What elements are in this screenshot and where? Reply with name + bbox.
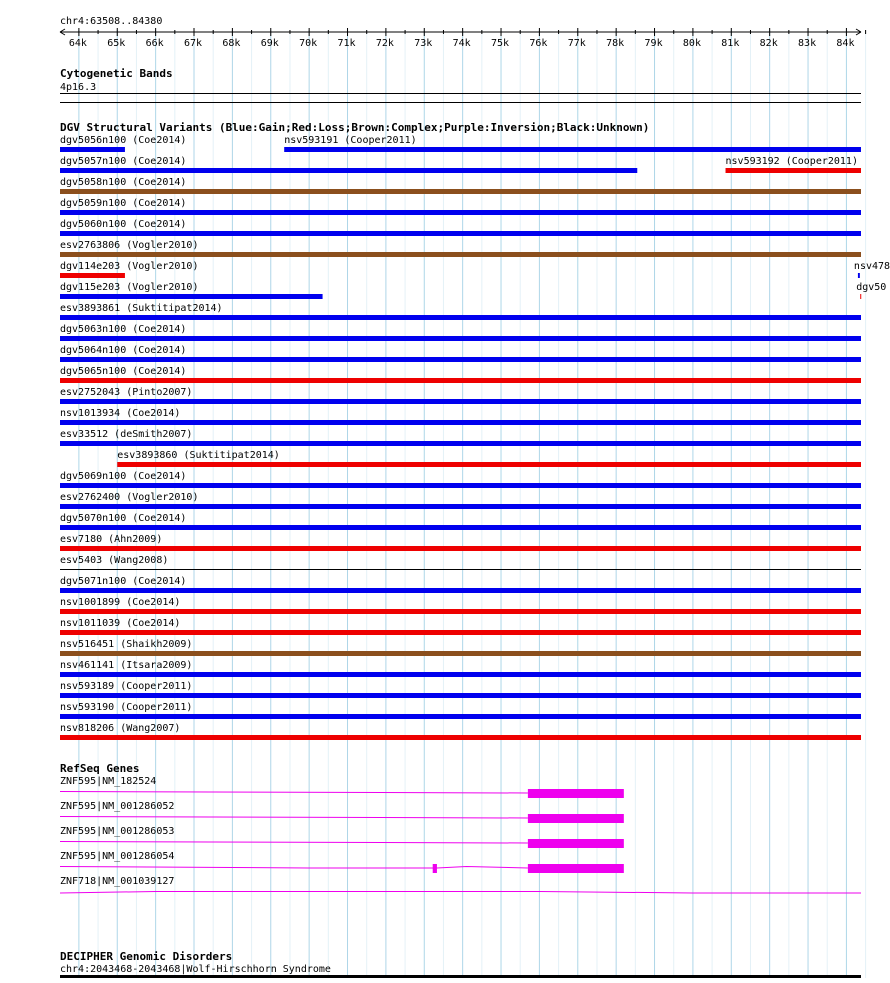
dgv-feature-label: nsv593191 (Cooper2011) [284, 135, 417, 146]
gene-exon [528, 814, 624, 823]
dgv-feature-bar [858, 273, 860, 278]
ruler-tick-label: 70k [299, 38, 318, 49]
gene-exon [528, 864, 624, 873]
ruler-tick-label: 64k [68, 38, 87, 49]
dgv-feature-label: nsv593189 (Cooper2011) [60, 681, 193, 692]
dgv-feature-bar [60, 210, 861, 215]
dgv-feature-bar [60, 735, 861, 740]
dgv-feature-label: dgv5057n100 (Coe2014) [60, 156, 187, 167]
dgv-feature-bar [60, 231, 861, 236]
gene-exon [528, 789, 624, 798]
dgv-feature-bar [60, 588, 861, 593]
dgv-feature-bar [60, 273, 125, 278]
ruler-tick-label: 65k [107, 38, 126, 49]
dgv-feature-bar [60, 693, 861, 698]
dgv-feature-label: dgv5071n100 (Coe2014) [60, 576, 187, 587]
dgv-feature-bar [60, 399, 861, 404]
dgv-feature-bar [60, 189, 861, 194]
dgv-feature-bar [60, 525, 861, 530]
dgv-feature-bar [117, 462, 861, 467]
ruler-tick-label: 68k [222, 38, 241, 49]
dgv-feature-bar [60, 441, 861, 446]
dgv-feature-bar [60, 672, 861, 677]
ruler-tick-label: 75k [491, 38, 510, 49]
dgv-feature-bar [60, 714, 861, 719]
ruler-tick-label: 80k [682, 38, 701, 49]
dgv-feature-label: dgv5058n100 (Coe2014) [60, 177, 187, 188]
gene-intron-line [60, 792, 528, 794]
ruler-tick-label: 76k [529, 38, 548, 49]
dgv-feature-label: dgv50 [856, 282, 887, 293]
dgv-feature-bar [284, 147, 861, 152]
dgv-feature-label: dgv5069n100 (Coe2014) [60, 471, 187, 482]
dgv-feature-bar [60, 609, 861, 614]
ruler-tick-label: 66k [145, 38, 164, 49]
dgv-feature-label: nsv593190 (Cooper2011) [60, 702, 193, 713]
ruler-tick-label: 84k [836, 38, 855, 49]
dgv-feature-label: nsv1011039 (Coe2014) [60, 618, 181, 629]
dgv-feature-bar [60, 651, 861, 656]
dgv-feature-bar [60, 252, 861, 257]
gene-label: ZNF595|NM_182524 [60, 776, 157, 787]
ruler-tick-label: 79k [644, 38, 663, 49]
dgv-feature-label: dgv114e203 (Vogler2010) [60, 261, 199, 272]
cytoband-line [60, 93, 861, 94]
dgv-feature-label: esv3893861 (Suktitipat2014) [60, 303, 223, 314]
gene-intron-line [60, 842, 528, 844]
dgv-feature-bar [60, 504, 861, 509]
dgv-feature-label: dgv5060n100 (Coe2014) [60, 219, 187, 230]
dgv-feature-label: nsv478 [853, 261, 890, 272]
ruler-tick-label: 67k [184, 38, 203, 49]
ruler-tick-label: 72k [375, 38, 394, 49]
region-label: chr4:63508..84380 [60, 16, 163, 27]
gene-label: ZNF718|NM_001039127 [60, 876, 175, 887]
ruler-tick-label: 74k [452, 38, 471, 49]
dgv-feature-label: esv2762400 (Vogler2010) [60, 492, 199, 503]
dgv-feature-label: nsv461141 (Itsara2009) [60, 660, 193, 671]
dgv-feature-label: esv7180 (Ahn2009) [60, 534, 163, 545]
dgv-feature-label: esv2763806 (Vogler2010) [60, 240, 199, 251]
dgv-feature-label: esv5403 (Wang2008) [60, 555, 169, 566]
cytoband-bottom-line [60, 102, 861, 103]
dgv-feature-bar [60, 357, 861, 362]
cytoband-track-title: Cytogenetic Bands [60, 67, 173, 80]
dgv-feature-label: nsv593192 (Cooper2011) [725, 156, 858, 167]
gene-label: ZNF595|NM_001286054 [60, 851, 175, 862]
dgv-feature-label: nsv516451 (Shaikh2009) [60, 639, 193, 650]
dgv-feature-label: dgv5070n100 (Coe2014) [60, 513, 187, 524]
dgv-feature-label: esv3893860 (Suktitipat2014) [117, 450, 280, 461]
dgv-feature-bar [60, 569, 861, 570]
gene-intron-line [60, 867, 528, 869]
dgv-feature-label: nsv1013934 (Coe2014) [60, 408, 181, 419]
dgv-feature-label: dgv5059n100 (Coe2014) [60, 198, 187, 209]
dgv-feature-bar [60, 420, 861, 425]
decipher-label: chr4:2043468-2043468|Wolf-Hirschhorn Syndrome [60, 964, 331, 975]
gene-intron-line [60, 892, 861, 894]
ruler-tick-label: 73k [414, 38, 433, 49]
dgv-feature-label: dgv5063n100 (Coe2014) [60, 324, 187, 335]
dgv-feature-label: esv2752043 (Pinto2007) [60, 387, 193, 398]
refseq-track-title: RefSeq Genes [60, 762, 140, 775]
dgv-feature-label: dgv5056n100 (Coe2014) [60, 135, 187, 146]
ruler-tick-label: 78k [606, 38, 625, 49]
ruler-ticks [69, 28, 866, 49]
dgv-feature-bar [60, 294, 323, 299]
dgv-feature-bar [60, 315, 861, 320]
dgv-feature-bar [60, 546, 861, 551]
gene-label: ZNF595|NM_001286052 [60, 801, 175, 812]
ruler-tick-label: 69k [260, 38, 279, 49]
dgv-feature-bar [60, 336, 861, 341]
dgv-feature-label: esv33512 (deSmith2007) [60, 429, 193, 440]
decipher-bar [60, 975, 861, 978]
cytoband-label: 4p16.3 [60, 82, 97, 93]
ruler-tick-label: 81k [721, 38, 740, 49]
dgv-feature-label: dgv115e203 (Vogler2010) [60, 282, 199, 293]
dgv-feature-bar [726, 168, 861, 173]
dgv-feature-label: nsv818206 (Wang2007) [60, 723, 181, 734]
ruler-tick-label: 77k [567, 38, 586, 49]
gene-intron-line [60, 817, 528, 819]
dgv-feature-bar [60, 168, 637, 173]
ruler-tick-label: 83k [798, 38, 817, 49]
gene-exon [433, 864, 437, 873]
gene-label: ZNF595|NM_001286053 [60, 826, 175, 837]
dgv-feature-label: dgv5064n100 (Coe2014) [60, 345, 187, 356]
ruler-tick-label: 82k [759, 38, 778, 49]
dgv-feature-bar [60, 630, 861, 635]
dgv-feature-bar [60, 483, 861, 488]
dgv-feature-bar [860, 294, 861, 299]
ruler-tick-label: 71k [337, 38, 356, 49]
dgv-feature-label: dgv5065n100 (Coe2014) [60, 366, 187, 377]
dgv-feature-bar [60, 147, 125, 152]
decipher-track-title: DECIPHER Genomic Disorders [60, 950, 233, 963]
refseq-genes [60, 776, 861, 893]
dgv-feature-bar [60, 378, 861, 383]
dgv-features [60, 135, 890, 740]
dgv-track-title: DGV Structural Variants (Blue:Gain;Red:Loss;Brown:Complex;Purple:Inversion;Black:Unknown) [60, 121, 650, 134]
dgv-feature-label: nsv1001899 (Coe2014) [60, 597, 181, 608]
gene-exon [528, 839, 624, 848]
